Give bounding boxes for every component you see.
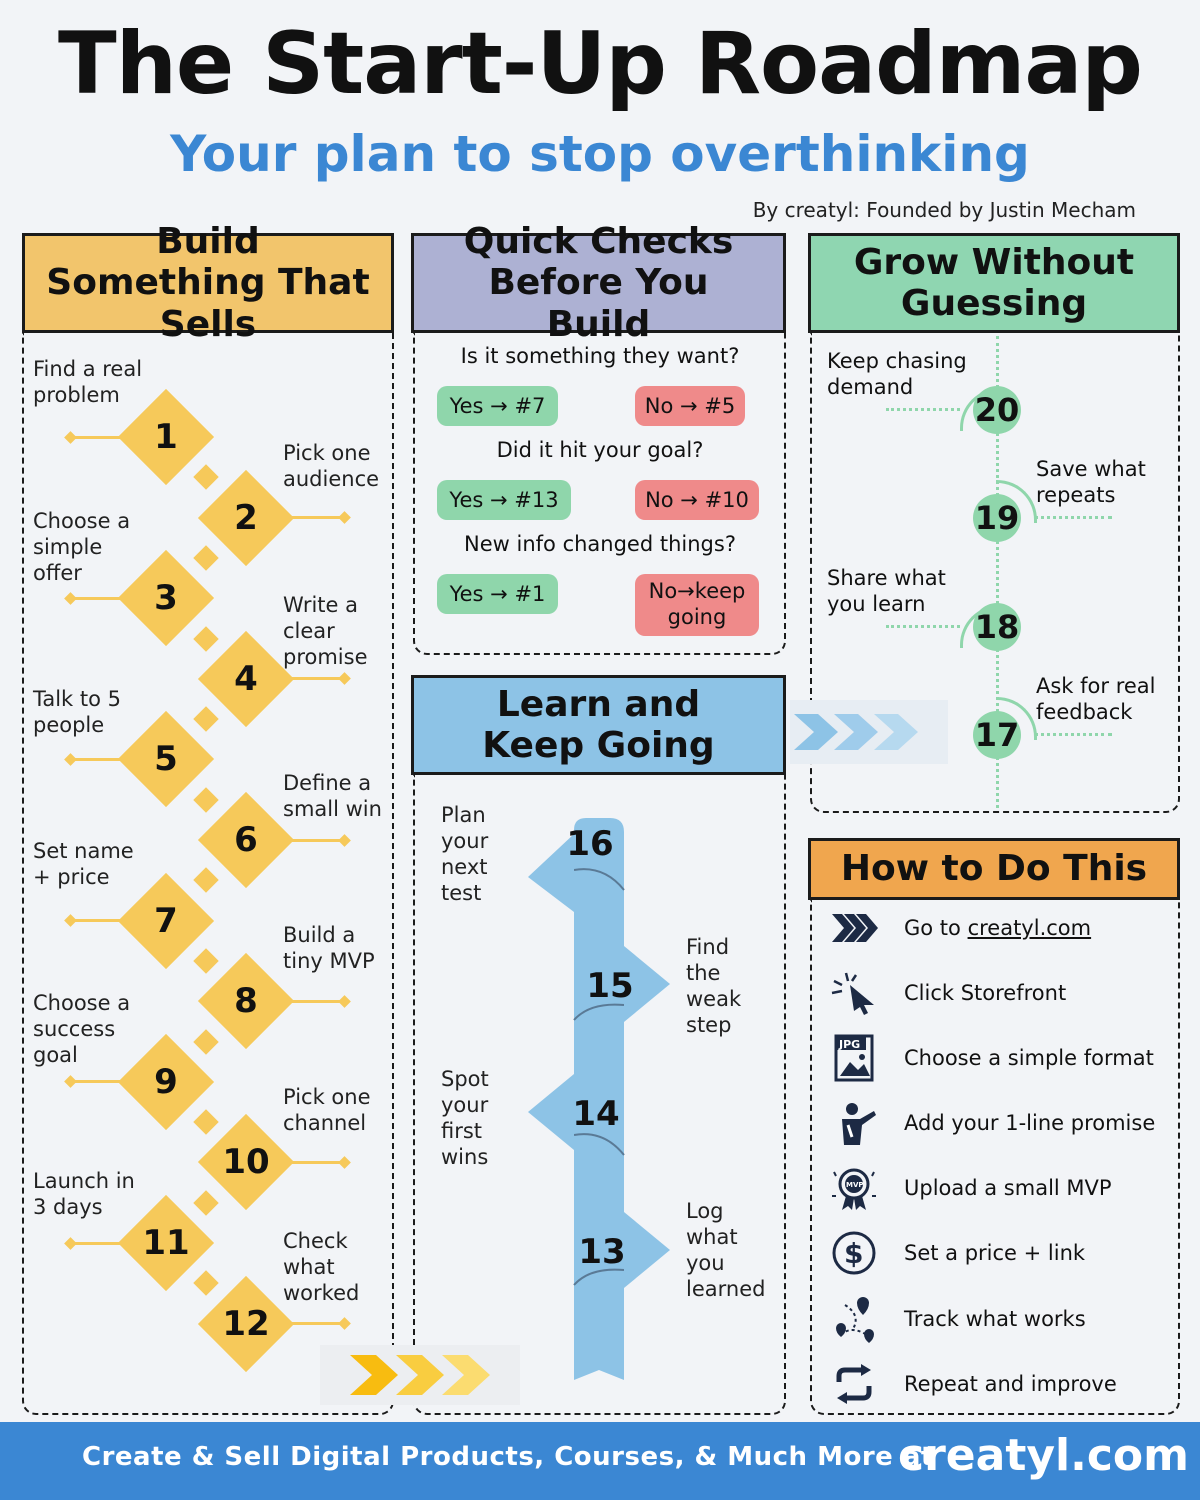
- howto-row[interactable]: [830, 1359, 1117, 1409]
- page-title: The Start-Up Roadmap: [58, 14, 1142, 114]
- step-number: 3: [154, 578, 178, 619]
- step-number: 8: [234, 981, 258, 1022]
- learn-heading-text: Learn and Keep Going: [482, 683, 715, 766]
- howto-row[interactable]: [830, 1033, 1154, 1083]
- grow-dotted-line: [1034, 516, 1112, 519]
- check-question: New info changed things?: [464, 532, 736, 556]
- howto-label: Track what works: [904, 1307, 1086, 1331]
- page-subtitle: Your plan to stop overthinking: [170, 125, 1030, 183]
- build-panel-heading: [22, 220, 394, 345]
- learn-step-number: 13: [578, 1232, 626, 1272]
- jpg-file-icon: [830, 1034, 878, 1082]
- howto-label-prefix: Go to: [904, 916, 968, 940]
- grow-dotted-line: [886, 625, 960, 628]
- grow-dotted-line: [886, 408, 960, 411]
- step-label: Talk to 5 people: [33, 687, 122, 737]
- step-number: 4: [234, 658, 258, 699]
- presenter-icon: [830, 1099, 878, 1147]
- learn-step-label: Find the weak step: [686, 935, 742, 1037]
- learn-panel-heading: [411, 675, 786, 775]
- step-label: Check what worked: [283, 1229, 360, 1305]
- howto-row[interactable]: [830, 1228, 1085, 1278]
- check-question: Is it something they want?: [460, 344, 740, 368]
- repeat-icon: [830, 1360, 878, 1408]
- howto-label: Add your 1-line promise: [904, 1111, 1156, 1135]
- check-yes-button[interactable]: Yes → #7: [437, 386, 558, 426]
- svg-text:$: $: [844, 1237, 864, 1270]
- step-number: 10: [222, 1142, 270, 1183]
- step-label: Build a tiny MVP: [283, 923, 375, 973]
- build-heading-text: Build Something That Sells: [46, 220, 370, 345]
- grow-step-label: Share what you learn: [827, 566, 946, 616]
- step-number: 7: [154, 900, 178, 941]
- cursor-click-icon: [830, 969, 878, 1017]
- grow-step-number: 17: [973, 711, 1021, 759]
- howto-row[interactable]: [830, 1098, 1155, 1148]
- check-no-button[interactable]: No → #5: [635, 386, 745, 426]
- blue-chevrons-icon: [790, 700, 948, 764]
- step-number: 12: [222, 1303, 270, 1344]
- step-label: Find a real problem: [33, 357, 143, 407]
- grow-step-number: 18: [973, 603, 1021, 651]
- learn-step-label: Spot your first wins: [441, 1067, 489, 1169]
- checks-panel-heading: [411, 220, 786, 345]
- creatyl-link[interactable]: creatyl.com: [967, 916, 1092, 940]
- grow-dotted-line: [1034, 733, 1112, 736]
- step-label: Choose a success goal: [33, 991, 131, 1067]
- step-label: Choose a simple offer: [33, 509, 131, 585]
- grow-step-label: Keep chasing demand: [827, 349, 967, 399]
- howto-label: [904, 916, 1091, 940]
- howto-row[interactable]: [830, 1294, 1086, 1344]
- howto-label: Choose a simple format: [904, 1046, 1154, 1070]
- step-number: 2: [234, 497, 258, 538]
- step-label: Set name + price: [33, 839, 134, 889]
- howto-label: Click Storefront: [904, 981, 1067, 1005]
- howto-heading-text: How to Do This: [840, 848, 1148, 890]
- check-no-button[interactable]: No → #10: [635, 480, 759, 520]
- step-label: Pick one audience: [283, 441, 380, 491]
- howto-label: Set a price + link: [904, 1241, 1086, 1265]
- learn-step-number: 16: [566, 824, 614, 864]
- grow-panel-heading: [808, 233, 1180, 333]
- check-yes-button[interactable]: Yes → #13: [437, 480, 571, 520]
- step-number: 6: [234, 820, 258, 860]
- learn-step-label: Plan your next test: [441, 803, 489, 905]
- grow-step-label: Save what repeats: [1036, 457, 1146, 507]
- check-no-button[interactable]: No→keep going: [635, 574, 759, 636]
- check-yes-button[interactable]: Yes → #1: [437, 574, 558, 614]
- learn-step-label: Log what you learned: [686, 1199, 766, 1301]
- howto-label: Repeat and improve: [904, 1372, 1117, 1396]
- howto-row[interactable]: [830, 903, 1091, 953]
- chevrons-icon: [830, 904, 878, 952]
- step-label: Pick one channel: [283, 1085, 371, 1135]
- svg-text:JPG: JPG: [839, 1038, 861, 1051]
- checks-heading-text: Quick Checks Before You Build: [463, 220, 734, 345]
- step-number: 9: [154, 1061, 178, 1102]
- step-number: 5: [154, 739, 178, 780]
- dollar-circle-icon: [830, 1229, 878, 1277]
- step-label: Write a clear promise: [283, 593, 368, 669]
- howto-row[interactable]: [830, 1163, 1112, 1213]
- step-number: 11: [142, 1223, 190, 1263]
- yellow-chevrons-icon: [320, 1345, 520, 1405]
- svg-text:MVP: MVP: [846, 1181, 864, 1189]
- grow-heading-text: Grow Without Guessing: [853, 241, 1135, 324]
- grow-step-number: 20: [973, 386, 1021, 434]
- route-pins-icon: [830, 1295, 878, 1343]
- step-label: Define a small win: [283, 771, 382, 821]
- grow-step-number: 19: [973, 494, 1021, 542]
- mvp-badge-icon: [830, 1164, 878, 1212]
- step-label: Launch in 3 days: [33, 1169, 135, 1219]
- learn-step-number: 14: [572, 1094, 620, 1134]
- byline: By creatyl: Founded by Justin Mecham: [752, 198, 1136, 222]
- step-number: 1: [154, 417, 178, 457]
- grow-step-label: Ask for real feedback: [1036, 674, 1156, 724]
- howto-row[interactable]: [830, 968, 1066, 1018]
- check-question: Did it hit your goal?: [496, 438, 704, 462]
- howto-panel-heading: [808, 838, 1180, 900]
- footer-text: Create & Sell Digital Products, Courses, & Much More at: [82, 1442, 934, 1472]
- howto-label: Upload a small MVP: [904, 1176, 1112, 1200]
- learn-step-number: 15: [586, 966, 634, 1006]
- footer-brand-link[interactable]: creatyl.com: [898, 1430, 1189, 1481]
